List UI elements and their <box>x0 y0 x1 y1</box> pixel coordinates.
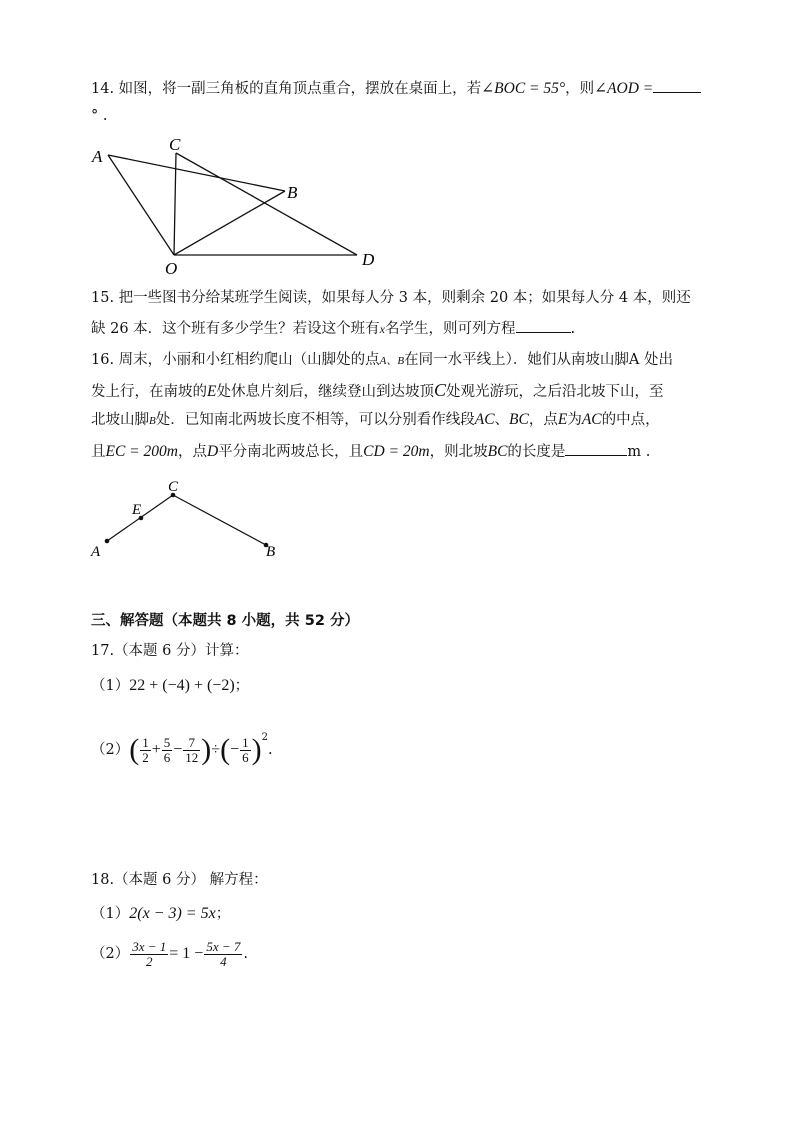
q18-frac2: $\frac{5x - 7}{4}$ <box>206 938 241 969</box>
q17-exponent: 2 <box>261 732 268 743</box>
q17-title: 17.（本题 6 分）计算： <box>91 643 249 659</box>
q18-p1-label: （1） <box>91 906 130 922</box>
q16-point-b: B <box>149 415 156 427</box>
q17-p1-expr: 22 + (−4) + (−2) <box>129 677 235 694</box>
q18-part2 <box>91 936 248 972</box>
q18-title: 18.（本题 6 分） 解方程： <box>91 872 268 888</box>
section3-heading: 三、解答题（本题共 8 小题，共 52 分） <box>91 613 359 629</box>
q16-unit: m . <box>627 444 651 460</box>
q16-text3a: 北坡山脚 <box>91 412 149 428</box>
q17-paren-close: ) <box>201 733 212 766</box>
q14-target-angle: ∠AOD = <box>594 80 654 97</box>
q18-p1-expr: 2(x − 3) = 5x <box>129 905 216 922</box>
q17-frac2: $\frac{5}{6}$ <box>163 734 171 765</box>
fig14-label-o: O <box>165 259 178 278</box>
q15-text2a: 缺 26 本．这个班有多少学生？若设这个班有 <box>91 321 380 337</box>
q17-p1-label: （1） <box>91 678 130 694</box>
fig16-label-e: E <box>132 502 142 518</box>
q18-p1-end: ； <box>215 906 231 922</box>
q16-point-d: D <box>206 443 219 460</box>
fig16-line-cb <box>173 495 266 545</box>
q16-point-e: E <box>207 383 217 400</box>
fig14-line-cd <box>176 153 357 255</box>
fig14-label-a: A <box>92 147 103 166</box>
q17-frac3: $\frac{7}{12}$ <box>185 734 199 765</box>
fig14-label-c: C <box>169 135 181 154</box>
q18-p2-label: （2） <box>91 946 130 962</box>
q16-text4e: 的长度是 <box>507 444 566 460</box>
fig16-label-a: A <box>91 544 101 560</box>
q14-mid: ，则 <box>565 81 595 97</box>
q18-frac1: $\frac{3x - 1}{2}$ <box>132 938 167 969</box>
q16-line2 <box>91 380 663 402</box>
q16-seg-bc: BC <box>509 411 529 428</box>
q16-point-e2: E <box>557 411 568 428</box>
q16-text4a: 且 <box>91 444 106 460</box>
q16-text2c: 处观光游玩，之后沿北坡下山，至 <box>445 384 664 400</box>
q17-part2: （2）( $\frac{1}{2}$ + $\frac{5}{6}$ − $\frac{7}{12}$ )÷(− $\frac{1}{6}$ )$^2$. <box>91 732 273 766</box>
q15-text2b: 名学生，则可列方程 <box>385 321 516 337</box>
q15-end: . <box>570 321 576 337</box>
q17-paren2-open: ( <box>220 733 231 766</box>
q16-text2b: 处休息片刻后，继续登山到达坡顶 <box>216 384 434 400</box>
q16-text3d: 为 <box>567 412 582 428</box>
q16-line1 <box>91 350 673 371</box>
q16-text3e: 的中点， <box>601 412 660 428</box>
q15-var: x <box>379 322 385 336</box>
q16-answer-blank[interactable] <box>565 441 627 456</box>
fig14-line-ab <box>108 155 285 191</box>
q16-seg-bc2: BC <box>487 443 508 460</box>
q15-answer-blank[interactable] <box>516 318 571 333</box>
q14-degree: ° . <box>91 108 108 124</box>
q16-line3 <box>91 410 660 431</box>
fig16-label-b: B <box>266 544 276 560</box>
q15-text1: 15. 把一些图书分给某班学生阅读，如果每人分 3 本，则剩余 20 本；如果每人分 4 本，则还 <box>91 290 691 306</box>
q17-part1 <box>91 676 249 696</box>
q17-frac1: $\frac{1}{2}$ <box>142 734 149 765</box>
fig16-label-c: C <box>168 479 179 495</box>
q16-point-c: C <box>433 380 446 400</box>
fig14-label-b: B <box>287 183 298 202</box>
q16-text4d: ，则北坡 <box>429 444 488 460</box>
q16-text3c: ，点 <box>528 412 558 428</box>
q16-ec: EC = 200m <box>105 443 178 460</box>
fig14-line-ao <box>108 155 174 255</box>
fig14-label-d: D <box>362 250 375 269</box>
q17-paren2-close: ) <box>251 733 262 766</box>
q16-text4b: ，点 <box>177 444 207 460</box>
q16-cd: CD = 20m <box>363 443 430 460</box>
q17-p1-end: ； <box>234 678 250 694</box>
q16-text1b: 在同一水平线上）．她们从南坡山脚A 处出 <box>404 352 673 368</box>
q17-p2-end: . <box>267 742 273 758</box>
q18-mid: = 1 − <box>169 945 204 962</box>
q16-line4 <box>91 441 650 462</box>
q16-text1a: 16. 周末，小丽和小红相约爬山（山脚处的点 <box>91 352 380 368</box>
q16-seg-ac2: AC <box>581 411 602 428</box>
q15-line2 <box>91 318 575 339</box>
q16-text4c: 平分南北两坡总长，且 <box>218 444 364 460</box>
fig14-line-ob <box>174 191 285 255</box>
q16-sep: 、 <box>494 412 510 428</box>
q16-text2a: 发上行，在南坡的 <box>91 384 207 400</box>
q14-given-angle: ∠BOC = 55° <box>481 80 566 97</box>
q15-line1 <box>91 288 691 308</box>
q16-seg-ac: AC <box>474 411 495 428</box>
q14-text: 14. 如图，将一副三角板的直角顶点重合，摆放在桌面上，若 <box>91 81 482 97</box>
fig16-point-a <box>105 539 110 544</box>
q16-text3b: 处．已知南北两坡长度不相等，可以分别看作线段 <box>155 412 475 428</box>
q18-p2-end: . <box>243 946 248 962</box>
q17-p2-label: （2） <box>91 742 130 758</box>
q17-frac4: $\frac{1}{6}$ <box>242 734 249 765</box>
q17-paren-open: ( <box>129 733 140 766</box>
q16-points: A、B <box>379 355 405 367</box>
q18-part1 <box>91 904 230 924</box>
